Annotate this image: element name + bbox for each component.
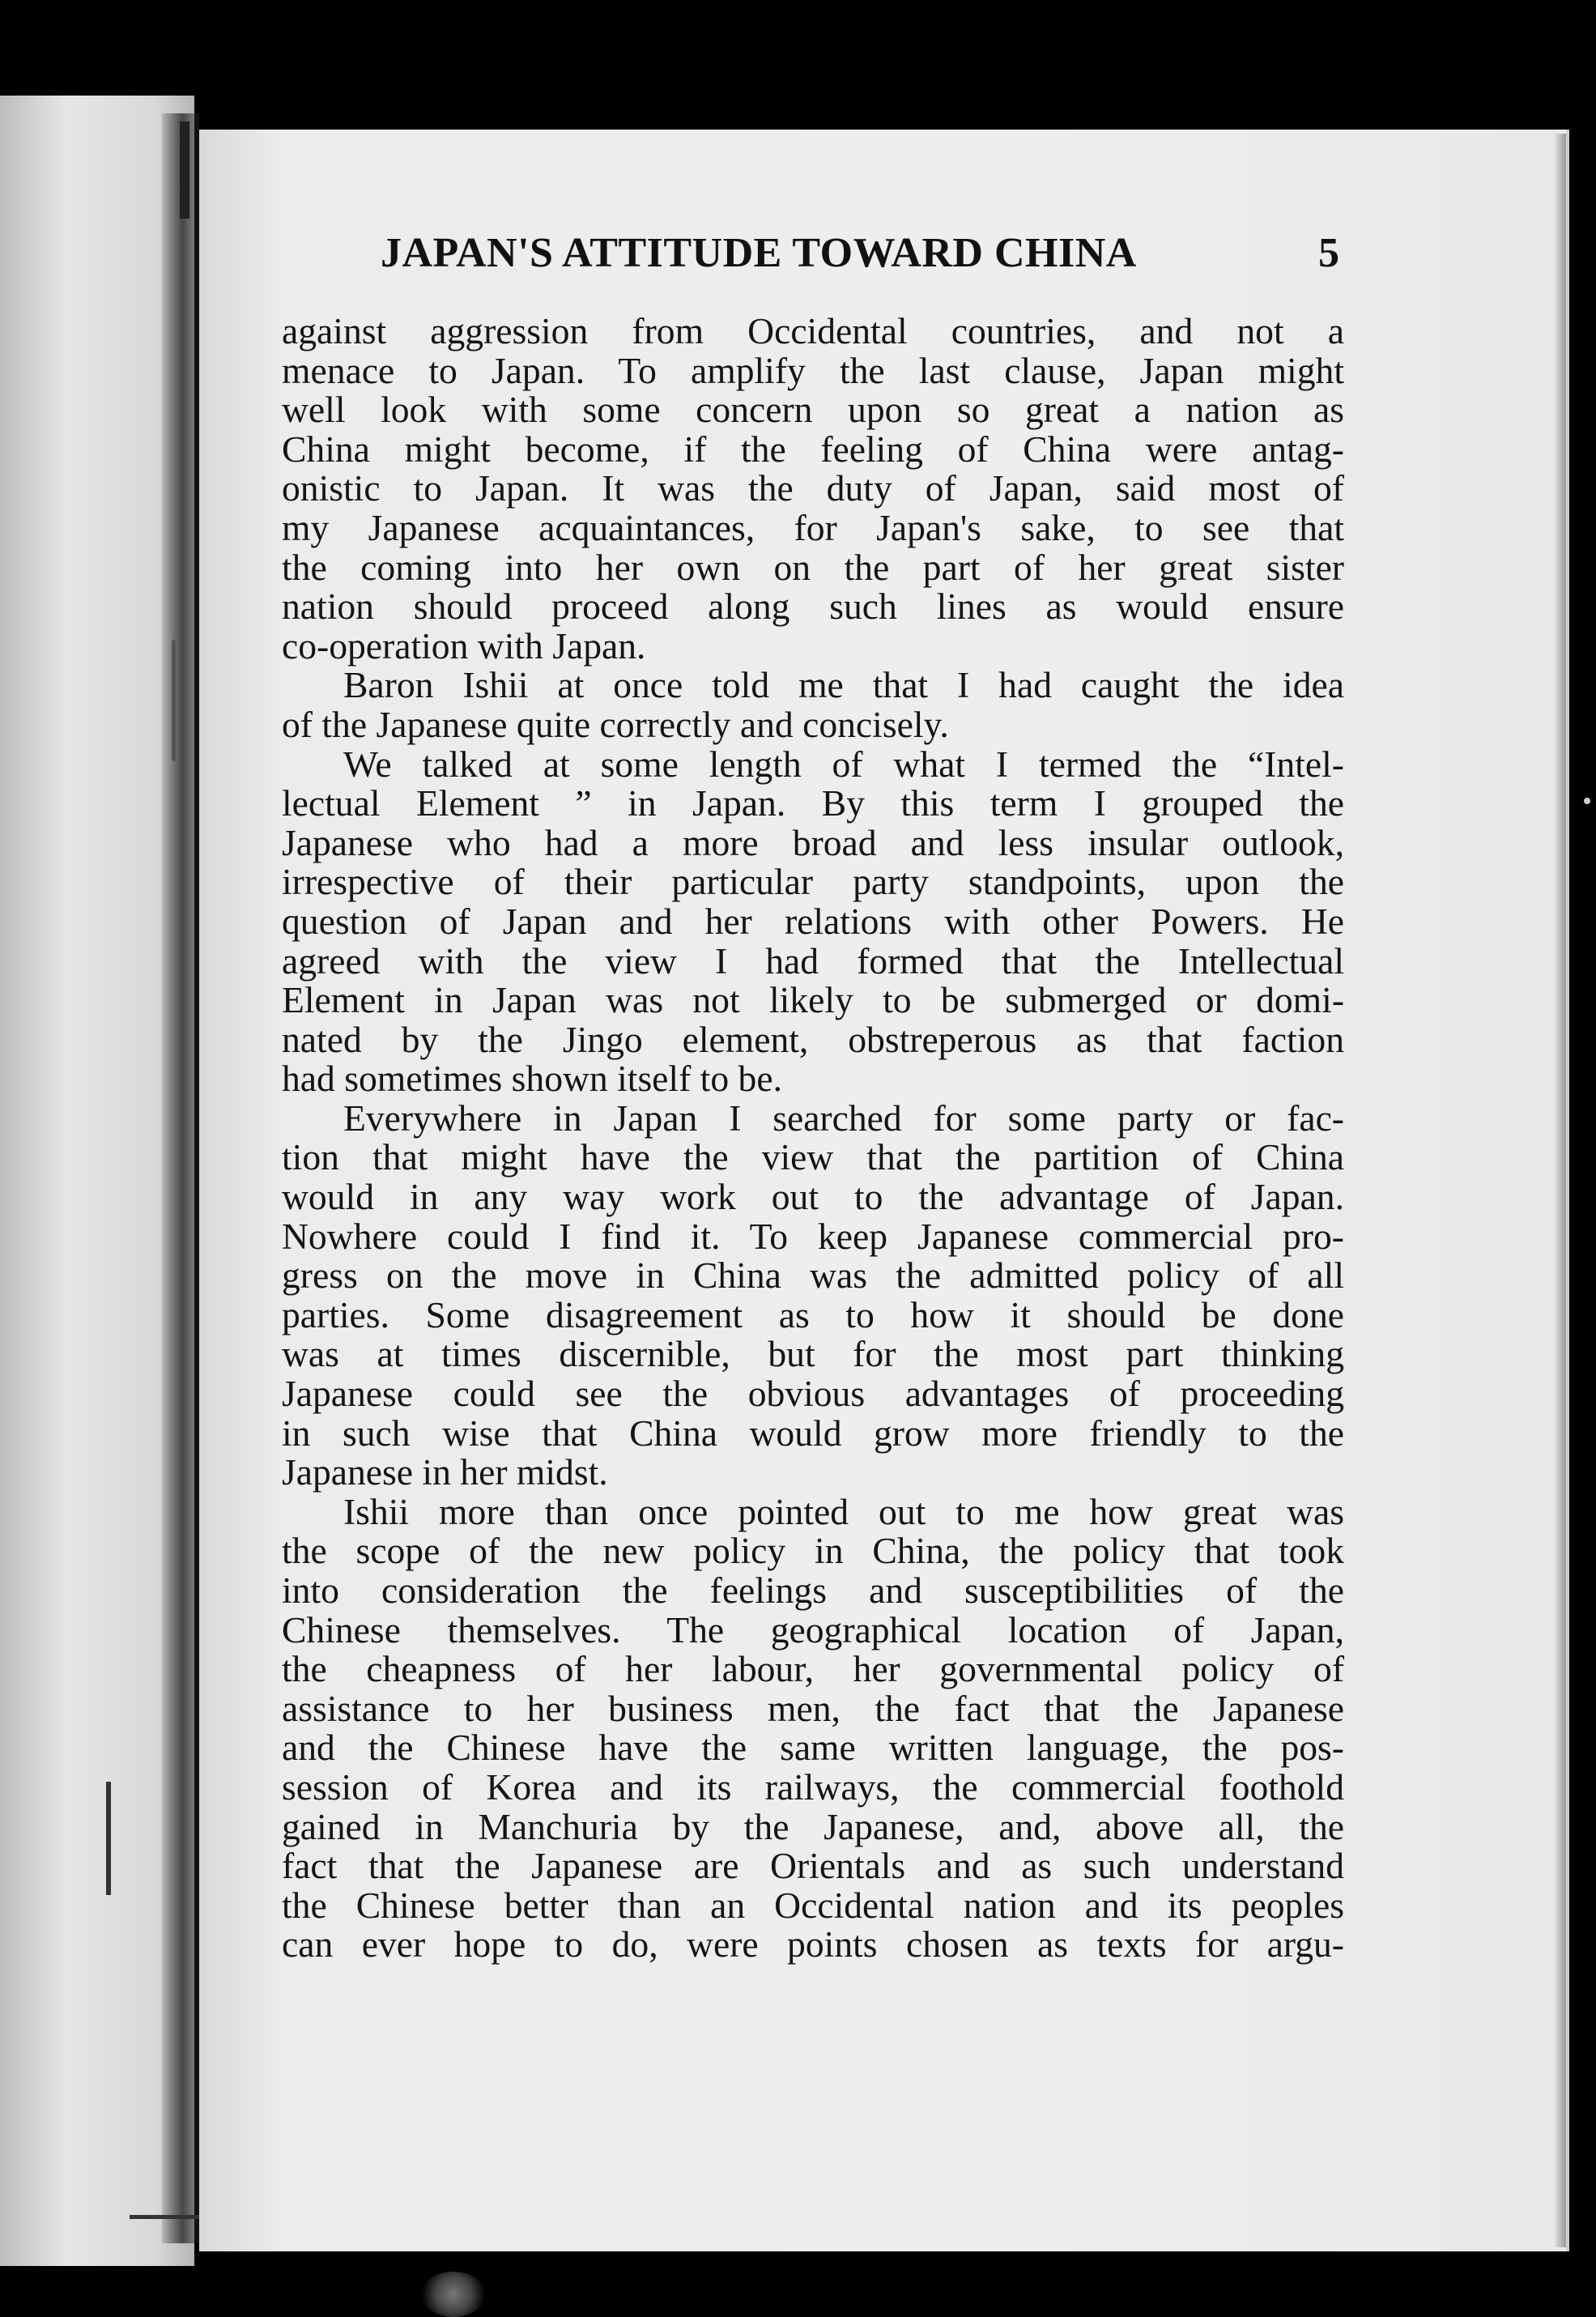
text-line: the scope of the new policy in China, the policy that took xyxy=(282,1530,1344,1572)
text-line: and the Chinese have the same written language, the pos- xyxy=(282,1727,1344,1769)
text-line: lectual Element ” in Japan. By this term I grouped the xyxy=(282,782,1344,824)
stray-dot xyxy=(1584,798,1590,804)
text-line: Japanese who had a more broad and less insular outlook, xyxy=(282,821,1344,863)
text-line: We talked at some length of what I termed the “Intel- xyxy=(343,743,1344,785)
binding-mark-middle xyxy=(172,640,176,761)
text-line: Everywhere in Japan I searched for some party or fac- xyxy=(343,1097,1344,1139)
text-line: the Chinese better than an Occidental nation and its peoples xyxy=(282,1884,1344,1926)
text-line: agreed with the view I had formed that the Intellectual xyxy=(282,939,1344,982)
text-line: assistance to her business men, the fact that the Japanese xyxy=(282,1687,1344,1729)
text-line: would in any way work out to the advantage of Japan. xyxy=(282,1176,1344,1218)
running-header-title: JAPAN'S ATTITUDE TOWARD CHINA xyxy=(381,230,1137,276)
text-line: Japanese could see the obvious advantages of proceeding xyxy=(282,1373,1344,1415)
text-line: gained in Manchuria by the Japanese, and, above all, the xyxy=(282,1805,1344,1847)
text-line: session of Korea and its railways, the commercial foothold xyxy=(282,1765,1344,1808)
text-line: fact that the Japanese are Orientals and as such understand xyxy=(282,1845,1344,1887)
running-header xyxy=(381,229,1344,294)
text-line: my Japanese acquaintances, for Japan's sake, to see that xyxy=(282,506,1344,548)
text-line: nated by the Jingo element, obstreperous as that faction xyxy=(282,1018,1344,1060)
text-line: co-operation with Japan. xyxy=(282,624,646,667)
text-line: nation should proceed along such lines as would ensure xyxy=(282,586,1344,628)
text-line: onistic to Japan. It was the duty of Japan, said most of xyxy=(282,467,1344,509)
text-line: Baron Ishii at once told me that I had caught the idea xyxy=(343,664,1344,706)
text-line: in such wise that China would grow more friendly to the xyxy=(282,1412,1344,1454)
text-line: Japanese in her midst. xyxy=(282,1451,608,1493)
text-line: Element in Japan was not likely to be submerged or domi- xyxy=(282,979,1344,1021)
page-number: 5 xyxy=(1318,230,1340,276)
page-edge xyxy=(1555,134,1566,2247)
text-line: question of Japan and her relations with other Powers. He xyxy=(282,900,1344,942)
text-line: Nowhere could I find it. To keep Japanese commercial pro- xyxy=(282,1215,1344,1257)
binding-mark-bottom xyxy=(130,2215,202,2219)
text-line: was at times discernible, but for the most part thinking xyxy=(282,1333,1344,1375)
body-text xyxy=(282,312,1344,1965)
text-line: irrespective of their particular party standpoints, upon the xyxy=(282,861,1344,903)
text-line: against aggression from Occidental countries, and not a xyxy=(282,310,1344,351)
text-line: China might become, if the feeling of China were antag- xyxy=(282,428,1344,470)
text-line: the cheapness of her labour, her governmental policy of xyxy=(282,1648,1344,1690)
binding-shadow xyxy=(162,113,199,2243)
text-line: had sometimes shown itself to be. xyxy=(282,1058,782,1100)
text-line: can ever hope to do, were points chosen as texts for argu- xyxy=(282,1923,1344,1966)
text-line: menace to Japan. To amplify the last clause, Japan might xyxy=(282,349,1344,391)
text-line: Ishii more than once pointed out to me how great was xyxy=(343,1490,1344,1532)
binding-mark-lower xyxy=(106,1782,111,1895)
text-line: tion that might have the view that the partition of China xyxy=(282,1136,1344,1178)
text-line: gress on the move in China was the admitted policy of all xyxy=(282,1254,1344,1297)
text-line: well look with some concern upon so great a nation as xyxy=(282,389,1344,431)
text-line: parties. Some disagreement as to how it should be done xyxy=(282,1293,1344,1335)
text-line: Chinese themselves. The geographical location of Japan, xyxy=(282,1608,1344,1650)
text-line: the coming into her own on the part of her great sister xyxy=(282,546,1344,588)
binding-mark-top xyxy=(180,121,189,219)
text-line: of the Japanese quite correctly and concisely. xyxy=(282,703,949,745)
text-line: into consideration the feelings and susceptibilities of the xyxy=(282,1570,1344,1611)
scan-smudge xyxy=(421,2272,486,2317)
